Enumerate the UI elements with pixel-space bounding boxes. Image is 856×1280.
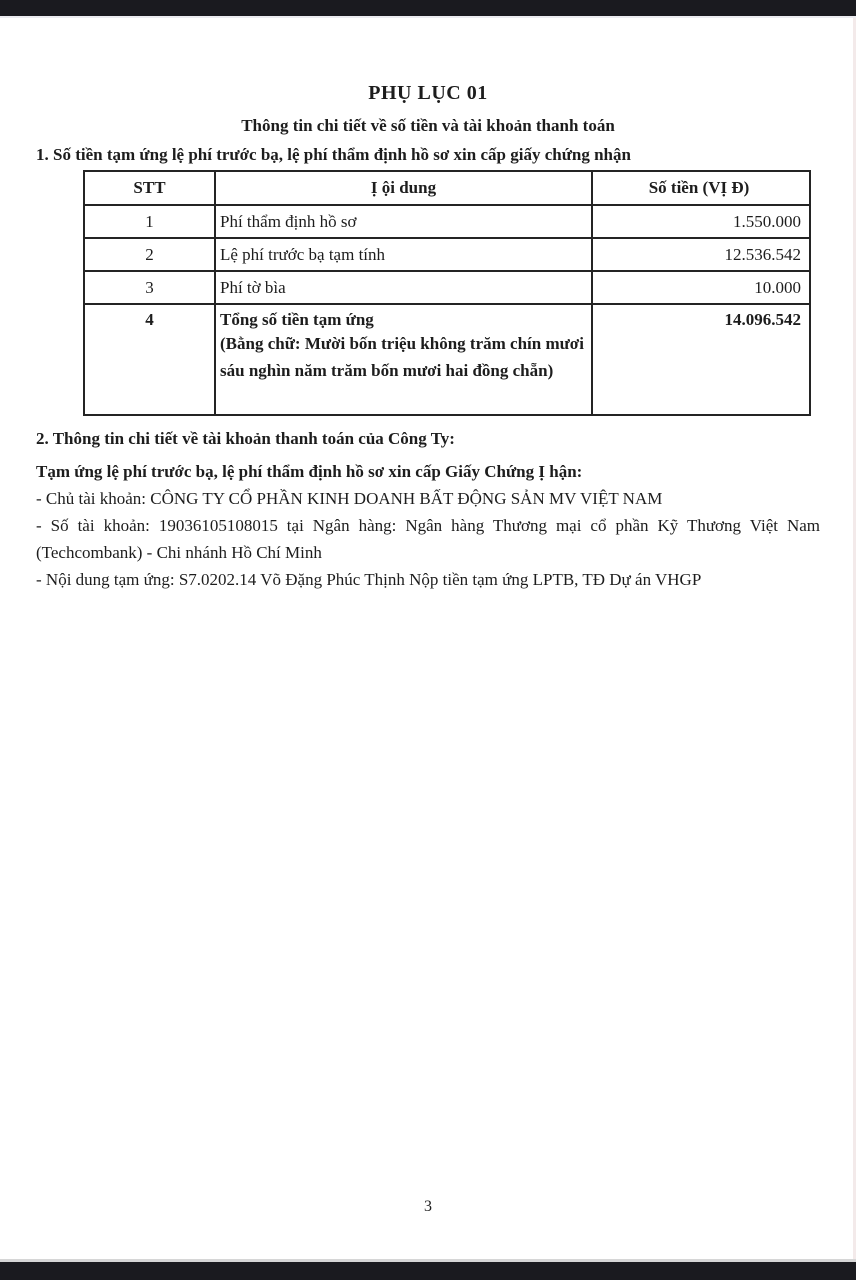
document-page [0,18,856,593]
fee-table-header-row [84,171,810,205]
top-letterbox-bar [0,0,856,18]
table-total-row [84,304,810,415]
table-row [84,205,810,238]
transfer-note-line: - Nội dung tạm ứng: S7.0202.14 Võ Đặng Phúc Thịnh Nộp tiền tạm ứng LPTB, TĐ Dự án VHGP [36,570,702,589]
header-amount: Số tiền (VỊ Đ) [592,171,810,205]
total-row-amount: 14.096.542 [592,304,810,415]
bottom-letterbox-bar [0,1259,856,1280]
section2-heading: 2. Thông tin chi tiết về tài khoản thanh toán của Công Ty: [36,429,455,448]
section1-heading: 1. Số tiền tạm ứng lệ phí trước bạ, lệ phí thẩm định hồ sơ xin cấp giấy chứng nhận [36,145,631,164]
total-row-stt: 4 [84,304,215,415]
header-content: Ị ội dung [215,171,592,205]
row1-content: Phí thẩm định hồ sơ [215,205,592,238]
total-amount-in-words: (Bằng chữ: Mười bốn triệu không trăm chín mươi sáu nghìn năm trăm bốn mươi hai đồng chẵn) [220,334,584,380]
page-number: 3 [424,1198,432,1215]
table-row [84,271,810,304]
row2-stt: 2 [84,238,215,271]
row1-amount: 1.550.000 [592,205,810,238]
row3-content: Phí tờ bìa [215,271,592,304]
section2-subheading: Tạm ứng lệ phí trước bạ, lệ phí thẩm định hồ sơ xin cấp Giấy Chứng Ị hận: [36,462,583,481]
table-row [84,238,810,271]
total-row-content [215,304,592,415]
fee-table [83,170,811,416]
section2 [36,425,820,593]
row2-content: Lệ phí trước bạ tạm tính [215,238,592,271]
header-stt: STT [84,171,215,205]
row3-stt: 3 [84,271,215,304]
row2-amount: 12.536.542 [592,238,810,271]
row1-stt: 1 [84,205,215,238]
row3-amount: 10.000 [592,271,810,304]
account-number-line: - Số tài khoản: 19036105108015 tại Ngân hàng: Ngân hàng Thương mại cổ phần Kỹ Thương Việt Nam (Techcombank) - Chi nhánh Hồ Chí Minh [36,516,820,562]
account-holder-line: - Chủ tài khoản: CÔNG TY CỔ PHẦN KINH DOANH BẤT ĐỘNG SẢN MV VIỆT NAM [36,489,663,508]
document-title: PHỤ LỤC 01 [368,82,488,104]
total-label: Tổng số tiền tạm ứng [220,310,374,329]
document-subtitle: Thông tin chi tiết về số tiền và tài khoản thanh toán [241,116,615,135]
